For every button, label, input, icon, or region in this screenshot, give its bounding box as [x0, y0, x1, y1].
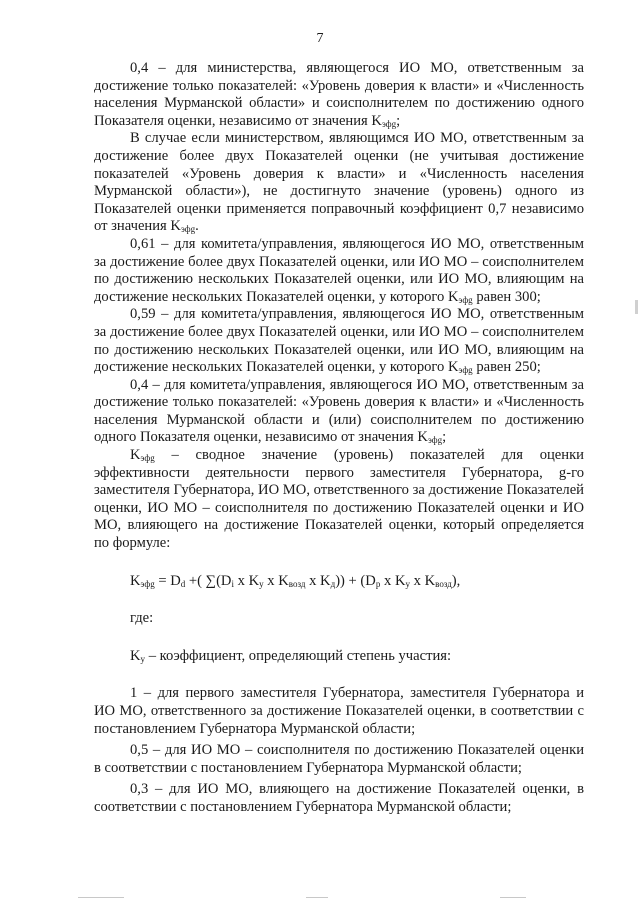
- where-label: где:: [130, 610, 154, 627]
- scan-edge-mark: [635, 300, 638, 314]
- formula: $K_{эфg} = D_d$ +( $\sum(D_i$ x $K_у$ x $K_{возд}$ x $K_д)) + (D_р$ x $K_у$ x $K_{возд}$),: [130, 572, 461, 589]
- footer-rule: [78, 897, 124, 898]
- paragraph-ministry-04: 0,4 – для министерства, являющегося ИО МО, ответственным за достижение только показателей: «Уровень доверия к власти» и «Численность населения Мурманской области» и соисполнителем по достижению одного Показателя оценки, независимо от значения $K_{эфg}$;: [94, 60, 584, 129]
- ku-definition: $K_у$ – коэффициент, определяющий степень участия:: [130, 647, 452, 664]
- paragraph-committee-059: 0,59 – для комитета/управления, являющегося ИО МО, ответственным за достижение более двух Показателей оценки, или ИО МО – соисполнителем по достижению нескольких Показателей оценки, или ИО МО, влияющим на достижение нескольких Показателей оценки, у которого $K_{эфg}$ равен 250;: [94, 306, 584, 376]
- list-item: 0,5 – для ИО МО – соисполнителя по достижению Показателей оценки в соответствии с постановлением Губернатора Мурманской области;: [94, 742, 584, 776]
- footer-rule: [306, 897, 328, 898]
- paragraph-summary-definition: $K_{эфg}$ – сводное значение (уровень) показателей для оценки эффективности деятельности первого заместителя Губернатора, g-го заместителя Губернатора, ИО МО, ответственного за достижение Показателей оценки, ИО МО – соисполнителя по достижению Показателей оценки и ИО МО, влияющего на достижение Показателей оценки, который определяется по формуле:: [94, 447, 584, 552]
- paragraph-committee-04: 0,4 – для комитета/управления, являющегося ИО МО, ответственным за достижение только показателей: «Уровень доверия к власти» и «Численность населения Мурманской области и (или) соисполнителем по достижению одного Показателя оценки, независимо от значения $K_{эфg}$;: [94, 376, 584, 446]
- paragraph-committee-061: 0,61 – для комитета/управления, являющегося ИО МО, ответственным за достижение более двух Показателей оценки, или ИО МО – соисполнителем по достижению нескольких Показателей оценки, или ИО МО, влияющим на достижение нескольких Показателей оценки, у которого $K_{эфg}$ равен 300;: [94, 235, 584, 305]
- list-item: 0,3 – для ИО МО, влияющего на достижение Показателей оценки, в соответствии с постановлением Губернатора Мурманской области;: [94, 781, 584, 815]
- paragraph-correction-coefficient: В случае если министерством, являющимся ИО МО, ответственным за достижение более двух Показателей оценки (не учитывая достижение показателей «Уровень доверия к власти» и «Численность населения Мурманской области»), не достигнуто значение (уровень) одного из Показателей оценки применяется поправочный коэффициент 0,7 независимо от значения $K_{эфg}$.: [94, 130, 584, 235]
- page-number: 7: [316, 31, 324, 46]
- footer-rule: [500, 897, 526, 898]
- document-body: [94, 60, 584, 817]
- list-item: 1 – для первого заместителя Губернатора, заместителя Губернатора и ИО МО, ответственного за достижение Показателей оценки, в соответствии с постановлением Губернатора Мурманской области;: [94, 685, 584, 737]
